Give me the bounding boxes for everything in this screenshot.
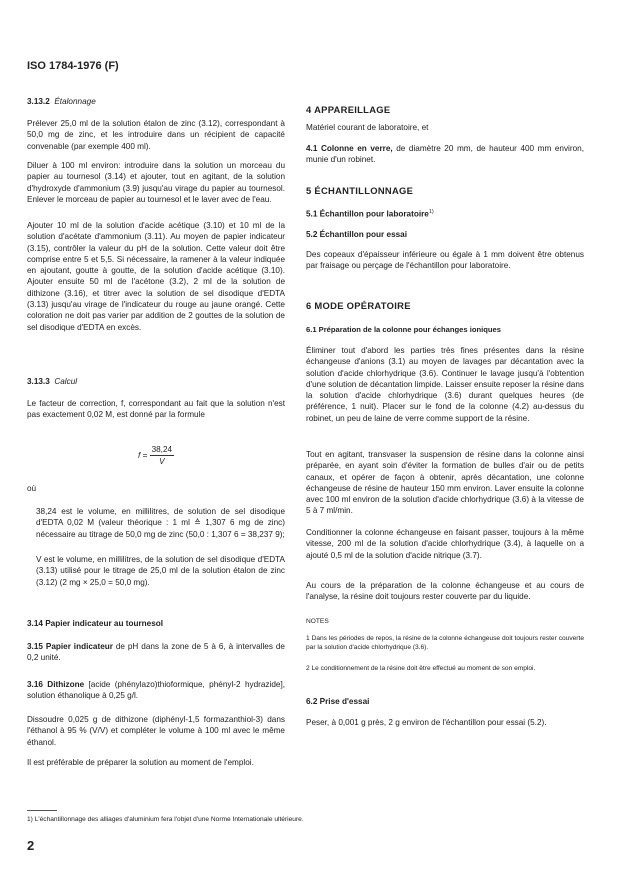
paragraph: Matériel courant de laboratoire, et <box>306 123 429 132</box>
definition: V est le volume, en millilitres, de la solution de sel disodique d'EDTA (3.13) utilisé pour le titrage de 25,0 ml de la solution étalon de zinc (3.12) (2 mg × 25,0 = 50,0 mg). <box>36 555 285 587</box>
paragraph: Éliminer tout d'abord les parties très fines présentes dans la résine échangeuse d'anions (3.1) au moyen de lavages par décantation avec la solution d'acide chlorhydrique (3.6). Continuer le lavage jusqu'à l'obtention d'une solution de décantation limpide. Laisser ensuite reposer la résine dans la solution d'acide chlorhydrique (3.6) durant quelques heures (de préférence, 1 nuit). Placer sur le fond de la colonne (4.2) au-dessus du robinet, un peu de laine de verre comme support de la résine. <box>306 346 584 423</box>
paragraph: Tout en agitant, transvaser la suspension de résine dans la colonne ainsi préparée, en ayant soin d'éviter la formation de bulles d'air ou de petits canaux, et opérer de façon à obtenir, après décantation, une colonne échangeuse de résine de hauteur 150 mm environ. Laver ensuite la colonne avec 100 ml environ de la solution d'acide chlorhydrique (3.6) à la vitesse de 5 à 7 ml/min. <box>306 450 584 516</box>
formula-numerator: 38,24 <box>150 444 175 456</box>
section-heading: 3.16 Dithizone <box>27 680 85 689</box>
section-title: Étalonnage <box>54 97 96 106</box>
paragraph: Ajouter 10 ml de la solution d'acide acétique (3.10) et 10 ml de la solution d'acétate d'ammonium (3.11). Au moyen de papier indicateur (3.15), contrôler la valeur du pH de la solution. Cette valeur doit être comprise entre 5 et 5,5. Si nécessaire, la ramener à la valeur indiquée en ajoutant, goutte à goutte, de la solution d'acide acétique (3.10). Ajouter ensuite 50 ml de l'acétone (3.2), 2 ml de la solution de dithizone (3.16), et titrer avec la solution de sel disodique d'EDTA (3.13) jusqu'au virage de l'indicateur du rouge au jaune orangé. Cette coloration ne doit pas varier par addition de 2 gouttes de la solution de sel disodique d'EDTA en excès. <box>27 221 285 332</box>
section-3-13-2-heading <box>27 96 285 107</box>
definition: 38,24 est le volume, en millilitres, de solution de sel disodique d'EDTA 0,02 M (valeur théorique : 1 ml ≙ 1,307 6 mg de zinc) nécessaire au titrage de 50,0 mg de zinc (50,0 : 1,307 6 = 38,237 9); <box>36 507 285 539</box>
section-number: 3.13.2 <box>27 97 50 106</box>
section-6-heading: 6 MODE OPÉRATOIRE <box>306 300 411 311</box>
section-3-13-3-heading <box>27 376 285 387</box>
paragraph: Il est préférable de préparer la solution au moment de l'emploi. <box>27 758 254 767</box>
paragraph: Prélever 25,0 ml de la solution étalon de zinc (3.12), correspondant à 50,0 mg de zinc, et les introduire dans un récipient de capacité convenable (par exemple 400 ml). <box>27 119 285 151</box>
note: 1 Dans les périodes de repos, la résine de la colonne échangeuse doit toujours rester couverte par la solution d'acide chlorhydrique (3.6). <box>306 635 584 651</box>
section-6-1-heading: 6.1 Préparation de la colonne pour échanges ioniques <box>306 325 501 334</box>
section-title: 5.1 Échantillon pour laboratoire <box>306 209 429 219</box>
section-number: 3.13.3 <box>27 377 50 386</box>
formula-denominator: V <box>159 457 165 467</box>
section-4-1 <box>306 143 584 166</box>
paragraph: Peser, à 0,001 g près, 2 g environ de l'échantillon pour essai (5.2). <box>306 718 547 727</box>
section-3-15 <box>27 641 285 664</box>
section-6-2-heading: 6.2 Prise d'essai <box>306 697 370 706</box>
formula <box>27 444 285 468</box>
page-number: 2 <box>27 838 35 853</box>
section-title: Calcul <box>54 377 78 386</box>
paragraph: Au cours de la préparation de la colonne échangeuse et au cours de l'analyse, la résine doit toujours rester couverte par du liquide. <box>306 581 584 602</box>
paragraph: Conditionner la colonne échangeuse en faisant passer, toujours à la même vitesse, 200 ml de la solution d'acide chlorhydrique (3.4), à laquelle on a ajouté 0,5 ml de la solution d'acide nitrique (3.7). <box>306 528 584 560</box>
paragraph: Le facteur de correction, f, correspondant au fait que la solution n'est pas exactement 0,02 M, est donné par la formule <box>27 399 285 420</box>
paragraph: Dissoudre 0,025 g de dithizone (diphényl-1,5 formazanthiol-3) dans l'éthanol à 95 % (V/V) et compléter le volume à 100 ml avec le même éthanol. <box>27 715 285 747</box>
paragraph: Des copeaux d'épaisseur inférieure ou égale à 1 mm doivent être obtenus par fraisage ou perçage de l'échantillon pour laboratoire. <box>306 250 584 271</box>
section-text: de diamètre 20 mm, de hauteur 400 mm environ, munie d'un robinet. <box>306 144 584 165</box>
formula-lhs: f = <box>137 450 148 460</box>
footnote-reference: 1) <box>428 209 434 215</box>
footnote: 1) L'échantillonnage des alliages d'aluminium fera l'objet d'une Norme Internationale ultérieure. <box>27 816 304 823</box>
notes-title: NOTES <box>306 618 329 625</box>
section-4-heading: 4 APPAREILLAGE <box>306 104 391 115</box>
section-3-14-heading: 3.14 Papier indicateur au tournesol <box>27 619 164 628</box>
section-heading: 4.1 Colonne en verre, <box>306 144 393 153</box>
formula-fraction <box>150 444 175 468</box>
note: 2 Le conditionnement de la résine doit être effectué au moment de son emploi. <box>306 665 536 672</box>
section-text: de pH dans la zone de 5 à 6, à intervalles de 0,2 unité. <box>27 642 285 663</box>
section-5-heading: 5 ÉCHANTILLONNAGE <box>306 185 414 196</box>
where-label: où <box>27 484 37 493</box>
section-5-1-heading <box>306 207 584 220</box>
document-header: ISO 1784-1976 (F) <box>27 60 119 72</box>
section-3-16 <box>27 679 285 702</box>
paragraph: Diluer à 100 ml environ: introduire dans la solution un morceau du papier au tournesol (3.14) et ajouter, tout en agitant, de la solution d'hydroxyde d'ammonium (3.9) jusqu'au virage du papier au tournesol. Enlever le morceau de papier au tournesol et le laver avec de l'eau. <box>27 161 285 204</box>
section-5-2-heading: 5.2 Échantillon pour essai <box>306 230 408 239</box>
section-text: [acide (phénylazo)thioformique, phényl-2 hydrazide], solution éthanolique à 0,25 g/l. <box>27 680 285 701</box>
footnote-divider <box>27 810 57 811</box>
section-heading: 3.15 Papier indicateur <box>27 642 113 651</box>
